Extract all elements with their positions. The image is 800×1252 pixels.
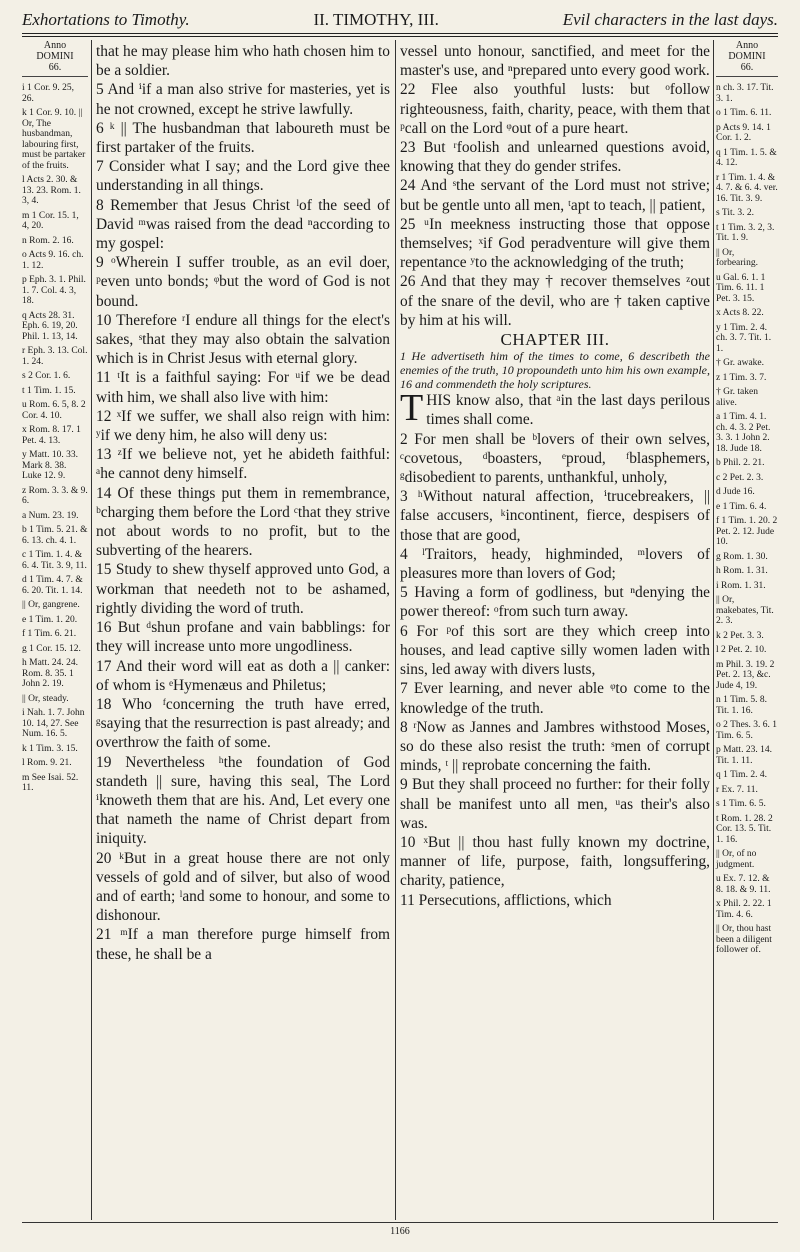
margin-reference: e 1 Tim. 6. 4. <box>716 501 767 512</box>
margin-reference: h Matt. 24. 24. Rom. 8. 35. 1 John 2. 19. <box>22 658 78 689</box>
verse: 8 Remember that Jesus Christ ˡof the seed of David ᵐwas raised from the dead ⁿaccording to my gospel: <box>96 196 390 253</box>
verse: 8 ʳNow as Jannes and Jambres withstood Moses, so do these also resist the truth: ˢmen of corrupt minds, ᵗ || reprobate concerning the faith. <box>400 718 710 775</box>
margin-reference: i Rom. 1. 31. <box>716 580 766 591</box>
margin-reference: || Or, makebates, Tit. 2. 3. <box>716 595 774 626</box>
margin-reference: p Matt. 23. 14. Tit. 1. 11. <box>716 745 772 766</box>
margin-reference: t 1 Tim. 3. 2, 3. Tit. 1. 9. <box>716 222 775 243</box>
running-header <box>22 8 778 32</box>
margin-reference: † Gr. taken alive. <box>716 387 758 408</box>
margin-reference: n Rom. 2. 16. <box>22 235 74 246</box>
margin-reference: o 2 Thes. 3. 6. 1 Tim. 6. 5. <box>716 720 778 741</box>
verse: 10 Therefore ʳI endure all things for the elect's sakes, ˢthat they may also obtain the salvation which is in Christ Jesus with eternal glory. <box>96 311 390 368</box>
margin-reference: g 1 Cor. 15. 12. <box>22 643 81 654</box>
verse: 24 And ˢthe servant of the Lord must not strive; but be gentle unto all men, ᵗapt to teach, || patient, <box>400 177 710 214</box>
margin-reference: x Acts 8. 22. <box>716 308 764 318</box>
text-column-2 <box>400 42 710 910</box>
margin-reference: u Gal. 6. 1. 1 Tim. 6. 11. 1 Pet. 3. 15. <box>716 272 766 304</box>
margin-reference: n 1 Tim. 5. 8. Tit. 1. 16. <box>716 695 767 716</box>
margin-reference: r Ex. 7. 11. <box>716 784 758 795</box>
margin-reference: q 1 Tim. 2. 4. <box>716 770 767 780</box>
anno-domini-right: Anno DOMINI 66. <box>716 40 778 77</box>
margin-reference: t 1 Tim. 1. 15. <box>22 385 76 396</box>
margin-reference: a 1 Tim. 4. 1. ch. 4. 3. 2 Pet. 3. 3. 1 John 2. 18. Jude 18. <box>716 412 771 454</box>
verse: that he may please him who hath chosen him to be a soldier. <box>96 43 390 80</box>
margin-reference: m 1 Cor. 15. 1, 4, 20. <box>22 210 79 231</box>
verse: 20 ᵏBut in a great house there are not only vessels of gold and of silver, but also of wood and of earth; ˡand some to honour, and some to dishonour. <box>96 849 390 925</box>
verse: 16 But ᵈshun profane and vain babblings: for they will increase unto more ungodliness. <box>96 619 390 656</box>
left-margin-references <box>22 40 88 798</box>
verse: 17 And their word will eat as doth a || canker: of whom is ᵉHymenæus and Philetus; <box>96 657 390 694</box>
verse: 2 For men shall be ᵇlovers of their own selves, ᶜcovetous, ᵈboasters, ᵉproud, ᶠblasphemers, ᵍdisobedient to parents, unthankful, unholy, <box>400 430 710 487</box>
margin-reference: l Acts 2. 30. & 13. 23. Rom. 1. 3, 4. <box>22 175 81 206</box>
right-margin-references <box>716 40 778 960</box>
margin-reference: x Rom. 8. 17. 1 Pet. 4. 13. <box>22 425 81 446</box>
verse-first <box>400 387 710 430</box>
text-column-1 <box>96 42 390 964</box>
verse: 10 ˣBut || thou hast fully known my doctrine, manner of life, purpose, faith, longsuffering, charity, patience, <box>400 833 710 890</box>
margin-reference: q Acts 28. 31. Eph. 6. 19, 20. Phil. 1. 13, 14. <box>22 310 78 342</box>
margin-reference: || Or, gangrene. <box>22 600 80 610</box>
margin-reference: g Rom. 1. 30. <box>716 551 768 562</box>
verse: 26 And that they may † recover themselves ᶻout of the snare of the devil, who are † taken captive by him at his will. <box>400 273 710 329</box>
verse: 6 For ᵖof this sort are they which creep into houses, and lead captive silly women laden with sins, led away with divers lusts, <box>400 622 710 679</box>
margin-reference: e 1 Tim. 1. 20. <box>22 614 78 625</box>
margin-reference: r 1 Tim. 1. 4. & 4. 7. & 6. 4. ver. 16. Tit. 3. 9. <box>716 172 778 204</box>
margin-reference: b 1 Tim. 5. 21. & 6. 13. ch. 4. 1. <box>22 525 88 546</box>
margin-reference: p Eph. 3. 1. Phil. 1. 7. Col. 4. 3, 18. <box>22 275 86 306</box>
margin-reference: y Matt. 10. 33. Mark 8. 38. Luke 12. 9. <box>22 450 78 481</box>
margin-reference: z 1 Tim. 3. 7. <box>716 372 767 383</box>
margin-reference: o Acts 9. 16. ch. 1. 12. <box>22 250 84 271</box>
verse: 12 ˣIf we suffer, we shall also reign with him: ʸif we deny him, he also will deny us: <box>96 407 390 445</box>
header-right: Evil characters in the last days. <box>562 10 778 29</box>
margin-reference: u Ex. 7. 12. & 8. 18. & 9. 11. <box>716 874 771 895</box>
footer-rule <box>22 1222 778 1223</box>
verse: 11 ᵗIt is a faithful saying: For ᵘif we be dead with him, we shall also live with him: <box>96 369 390 406</box>
header-center: II. TIMOTHY, III. <box>313 10 439 29</box>
margin-reference: u Rom. 6. 5, 8. 2 Cor. 4. 10. <box>22 400 86 421</box>
margin-reference: l Rom. 9. 21. <box>22 758 72 768</box>
verse: 9 But they shall proceed no further: for their folly shall be manifest unto all men, ᵘas their's also was. <box>400 776 710 832</box>
margin-reference: q 1 Tim. 1. 5. & 4. 12. <box>716 147 777 168</box>
margin-reference: c 1 Tim. 1. 4. & 6. 4. Tit. 3. 9, 11. <box>22 550 87 571</box>
margin-reference: d 1 Tim. 4. 7. & 6. 20. Tit. 1. 14. <box>22 575 83 596</box>
anno-domini-left: Anno DOMINI 66. <box>22 40 88 77</box>
margin-reference: d Jude 16. <box>716 487 755 497</box>
verse: 6 ᵏ || The husbandman that laboureth must be first partaker of the fruits. <box>96 119 390 157</box>
margin-reference: † Gr. awake. <box>716 358 765 368</box>
margin-reference: k 1 Cor. 9. 10. || Or, The husbandman, labouring first, must be partaker of the fruits. <box>22 108 86 171</box>
verse: 14 Of these things put them in remembrance, ᵇcharging them before the Lord ᶜthat they strive not about words to no profit, but to the subverting of the hearers. <box>96 484 390 560</box>
verse: 25 ᵘIn meekness instructing those that oppose themselves; ˣif God peradventure will give them repentance ʸto the acknowledging of the truth; <box>400 215 710 272</box>
verse: 15 Study to shew thyself approved unto God, a workman that needeth not to be ashamed, rightly dividing the word of truth. <box>96 561 390 617</box>
verse: 7 Ever learning, and never able ᵠto come to the knowledge of the truth. <box>400 680 710 717</box>
verse: 7 Consider what I say; and the Lord give thee understanding in all things. <box>96 158 390 195</box>
margin-reference: r Eph. 3. 13. Col. 1. 24. <box>22 346 88 367</box>
margin-reference: n ch. 3. 17. Tit. 3. 1. <box>716 83 774 104</box>
margin-reference: i Nah. 1. 7. John 10. 14, 27. See Num. 16. 5. <box>22 708 85 739</box>
verse: 3 ʰWithout natural affection, ⁱtrucebreakers, || false accusers, ᵏincontinent, fierce, despisers of those that are good, <box>400 488 710 544</box>
margin-reference: l 2 Pet. 2. 10. <box>716 645 767 655</box>
verse: 4 ˡTraitors, heady, highminded, ᵐlovers of pleasures more than lovers of God; <box>400 545 710 583</box>
page-number: 1166 <box>390 1226 410 1237</box>
margin-reference: s 2 Cor. 1. 6. <box>22 371 71 381</box>
verse-text: HIS know also, that ᵃin the last days perilous times shall come. <box>426 392 710 429</box>
margin-reference: k 2 Pet. 3. 3. <box>716 630 764 641</box>
chapter-heading: CHAPTER III. <box>500 330 610 350</box>
margin-reference: m See Isai. 52. 11. <box>22 772 79 793</box>
margin-reference: k 1 Tim. 3. 15. <box>22 743 78 754</box>
header-left: Exhortations to Timothy. <box>22 10 190 29</box>
margin-reference: f 1 Tim. 6. 21. <box>22 629 77 639</box>
header-rule <box>22 33 778 34</box>
margin-reference: a Num. 23. 19. <box>22 510 79 521</box>
verse: 18 Who ᶠconcerning the truth have erred, ᵍsaying that the resurrection is past already; and overthrow the faith of some. <box>96 695 390 752</box>
verse: 22 Flee also youthful lusts: but ᵒfollow righteousness, faith, charity, peace, with them that ᵖcall on the Lord ᵠout of a pure heart. <box>400 81 710 137</box>
margin-reference: c 2 Pet. 2. 3. <box>716 472 764 483</box>
verse: 21 ᵐIf a man therefore purge himself from these, he shall be a <box>96 926 390 963</box>
margin-reference: y 1 Tim. 2. 4. ch. 3. 7. Tit. 1. 1. <box>716 322 772 354</box>
column-divider <box>713 40 714 1220</box>
margin-reference: o 1 Tim. 6. 11. <box>716 108 772 118</box>
verse: 19 Nevertheless ʰthe foundation of God standeth || sure, having this seal, The Lord ⁱknoweth them that are his. And, Let every one that nameth the name of Christ depart from iniquity. <box>96 753 390 848</box>
column-divider <box>91 40 92 1220</box>
margin-reference: b Phil. 2. 21. <box>716 458 765 468</box>
margin-reference: x Phil. 2. 22. 1 Tim. 4. 6. <box>716 899 772 920</box>
margin-reference: || Or, steady. <box>22 693 69 704</box>
column-divider <box>395 40 396 1220</box>
verse: 11 Persecutions, afflictions, which <box>400 891 612 909</box>
verse: vessel unto honour, sanctified, and meet for the master's use, and ⁿprepared unto every good work. <box>400 43 710 80</box>
margin-reference: s Tit. 3. 2. <box>716 208 755 218</box>
margin-reference: m Phil. 3. 19. 2 Pet. 2. 13, &c. Jude 4, 19. <box>716 659 775 691</box>
margin-reference: || Or, of no judgment. <box>716 849 757 870</box>
margin-reference: p Acts 9. 14. 1 Cor. 1. 2. <box>716 122 771 143</box>
header-rule-thin <box>22 36 778 37</box>
drop-cap: T <box>400 387 424 430</box>
margin-reference: i 1 Cor. 9. 25, 26. <box>22 83 74 104</box>
verse: 23 But ʳfoolish and unlearned questions avoid, knowing that they do gender strifes. <box>400 139 710 176</box>
margin-reference: h Rom. 1. 31. <box>716 566 768 576</box>
verse: 13 ᶻIf we believe not, yet he abideth faithful: ᵃhe cannot deny himself. <box>96 446 390 483</box>
margin-reference: || Or, thou hast been a diligent follower of. <box>716 924 772 955</box>
margin-reference: t Rom. 1. 28. 2 Cor. 13. 5. Tit. 1. 16. <box>716 813 773 845</box>
verse: 5 And ⁱif a man also strive for masteries, yet is he not crowned, except he strive lawfully. <box>96 81 390 118</box>
verse: 5 Having a form of godliness, but ⁿdenying the power thereof: ᵒfrom such turn away. <box>400 584 710 621</box>
margin-reference: s 1 Tim. 6. 5. <box>716 799 766 809</box>
margin-reference: || Or, forbearing. <box>716 247 758 268</box>
margin-reference: z Rom. 3. 3. & 9. 6. <box>22 485 88 506</box>
chapter-summary: 1 He advertiseth him of the times to come, 6 describeth the enemies of the truth, 10 propoundeth unto him his own example, 16 and commendeth the holy scriptures. <box>400 349 710 392</box>
margin-reference: f 1 Tim. 1. 20. 2 Pet. 2. 12. Jude 10. <box>716 516 778 547</box>
verse: 9 ᵒWherein I suffer trouble, as an evil doer, ᵖeven unto bonds; ᵠbut the word of God is not bound. <box>96 254 390 310</box>
